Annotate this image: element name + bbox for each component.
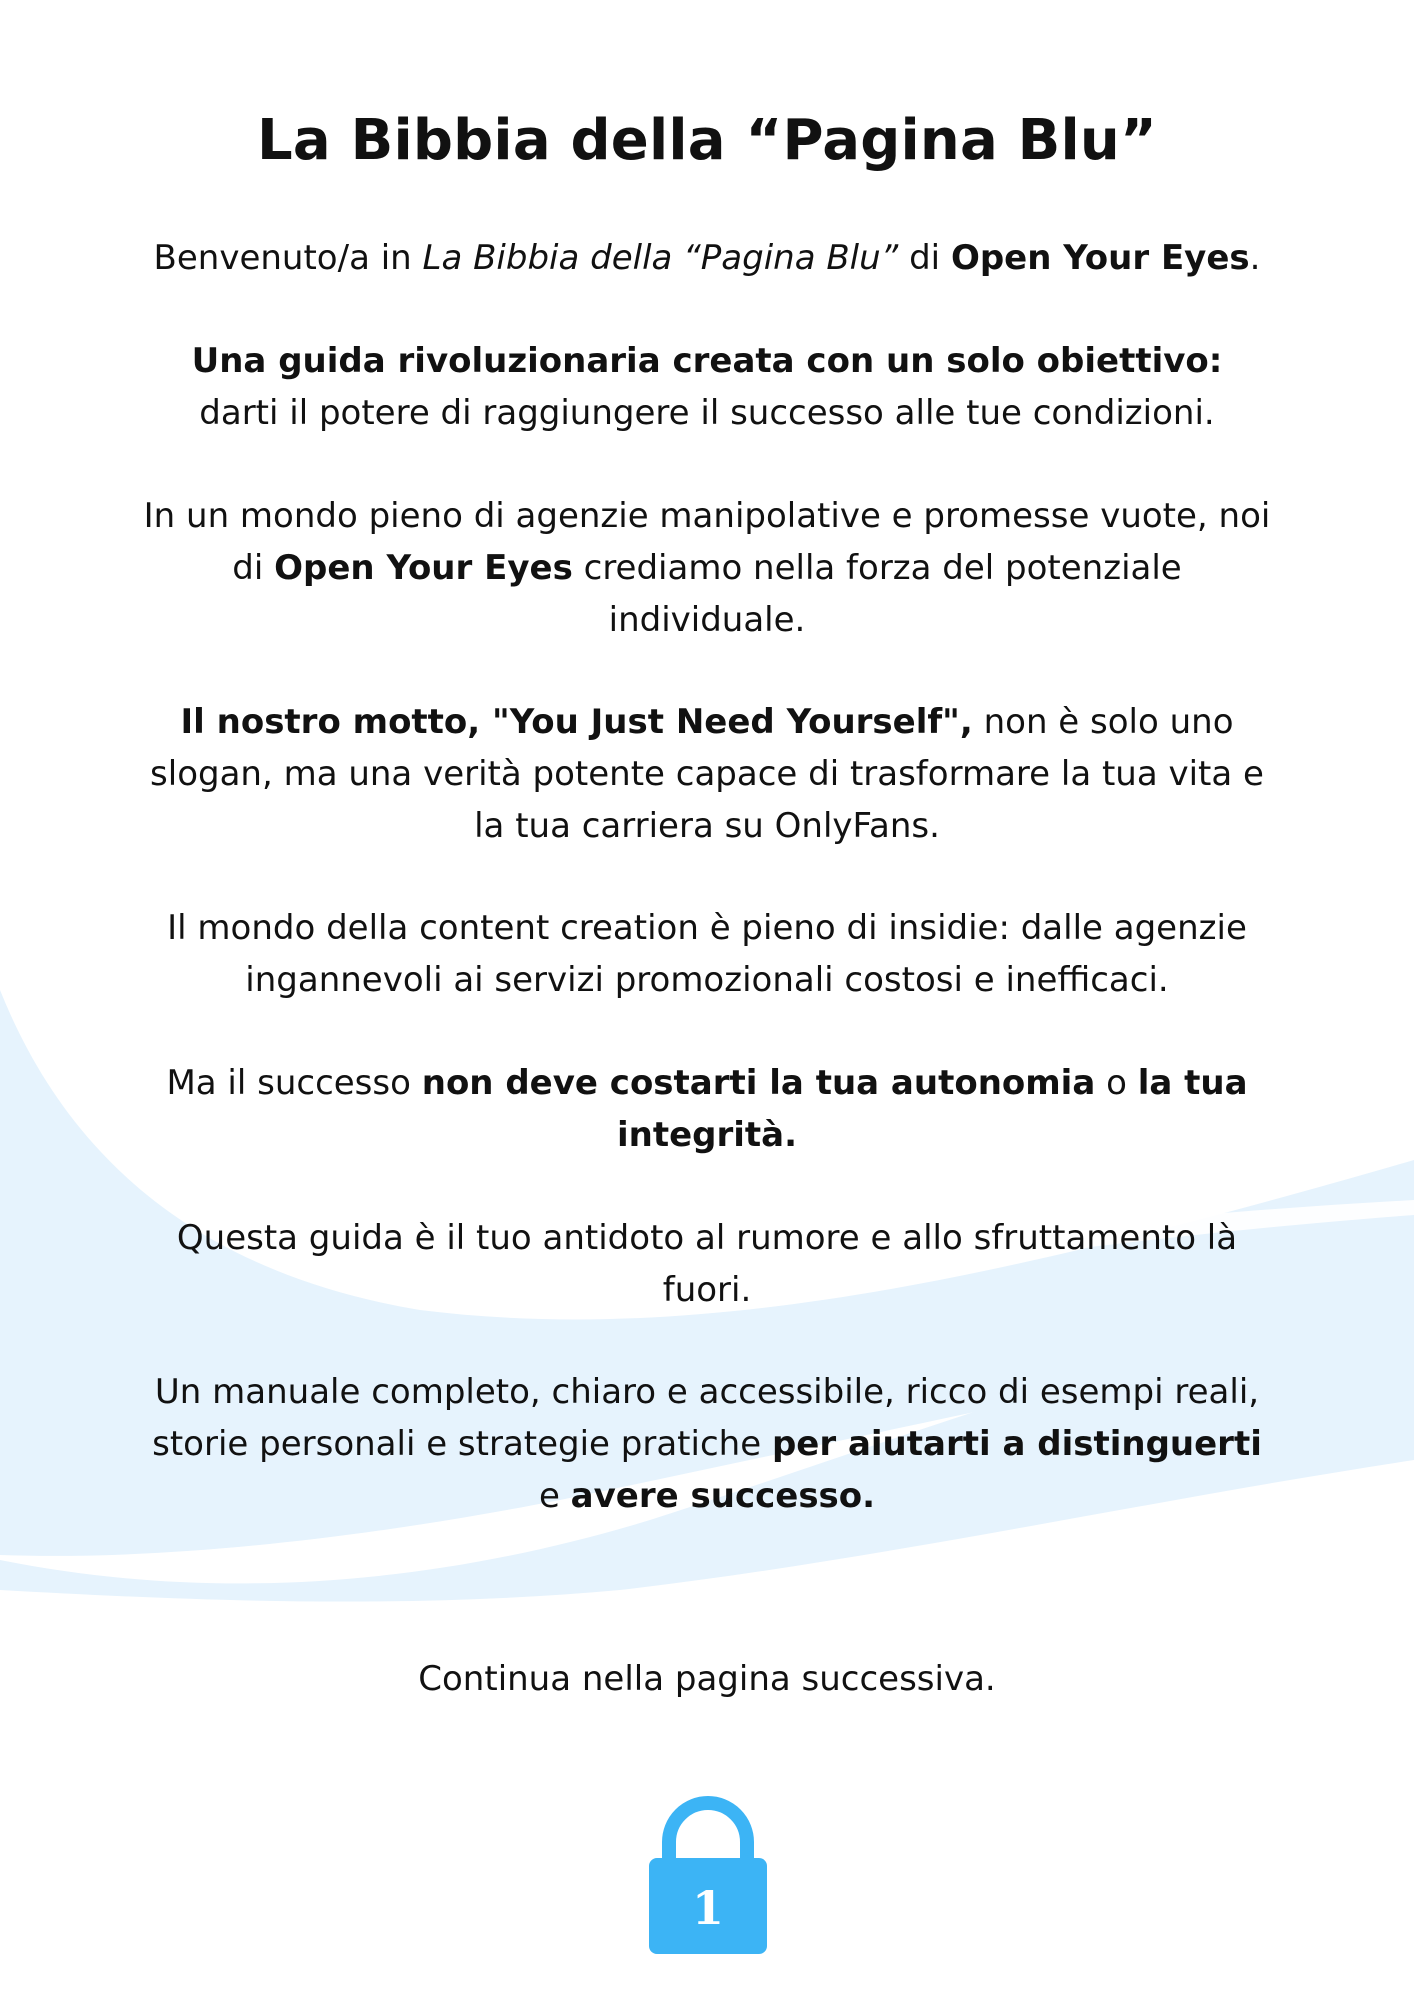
pitfalls-paragraph xyxy=(140,902,1274,1006)
goal-bold: Una guida rivoluzionaria creata con un solo obiettivo: xyxy=(191,341,1223,381)
manual-text-start: Un manuale completo, chiaro e accessibile, ricco di esempi reali, storie personali e strategie pratiche xyxy=(152,1372,1260,1464)
motto-text: non è solo uno slogan, ma una verità potente capace di trasformare la tua vita e la tua carriera su OnlyFans. xyxy=(150,702,1264,846)
world-text-start: In un mondo pieno di agenzie manipolative e promesse vuote, noi di xyxy=(143,496,1271,588)
welcome-paragraph xyxy=(140,232,1274,284)
padlock-shackle xyxy=(669,1803,747,1858)
welcome-period: . xyxy=(1249,238,1261,278)
autonomy-text-start: Ma il successo xyxy=(166,1063,422,1103)
autonomy-bold-2: la tua integrità. xyxy=(616,1063,1248,1155)
page-number: 1 xyxy=(691,1881,725,1935)
welcome-book-title: La Bibbia della “Pagina Blu” xyxy=(422,238,899,278)
autonomy-bold-1: non deve costarti la tua autonomia xyxy=(421,1063,1096,1103)
motto-paragraph xyxy=(140,696,1274,852)
antidote-text: Questa guida è il tuo antidoto al rumore e allo sfruttamento là fuori. xyxy=(176,1218,1238,1310)
world-text-end: crediamo nella forza del potenziale individuale. xyxy=(572,548,1182,640)
antidote-paragraph xyxy=(140,1212,1274,1316)
autonomy-paragraph xyxy=(140,1057,1274,1161)
world-brand: Open Your Eyes xyxy=(274,548,573,588)
autonomy-connector: o xyxy=(1095,1063,1138,1103)
continue-note: Continua nella pagina successiva. xyxy=(418,1659,996,1699)
manual-bold-1: per aiutarti a distinguerti xyxy=(771,1424,1262,1464)
goal-paragraph xyxy=(140,335,1274,439)
goal-text: darti il potere di raggiungere il successo alle tue condizioni. xyxy=(199,393,1215,433)
welcome-brand: Open Your Eyes xyxy=(950,238,1250,278)
welcome-connector: di xyxy=(898,238,951,278)
motto-bold: Il nostro motto, "You Just Need Yourself", xyxy=(180,702,973,742)
padlock-icon xyxy=(647,1796,769,1956)
pitfalls-text: Il mondo della content creation è pieno di insidie: dalle agenzie ingannevoli ai servizi promozionali costosi e inefficaci. xyxy=(167,908,1247,1000)
manual-paragraph xyxy=(140,1366,1274,1522)
welcome-text: Benvenuto/a in xyxy=(153,238,423,278)
manual-bold-2: avere successo. xyxy=(570,1476,876,1516)
manual-connector: e xyxy=(538,1476,571,1516)
page-title: La Bibbia della “Pagina Blu” xyxy=(257,108,1157,173)
world-paragraph xyxy=(140,490,1274,646)
